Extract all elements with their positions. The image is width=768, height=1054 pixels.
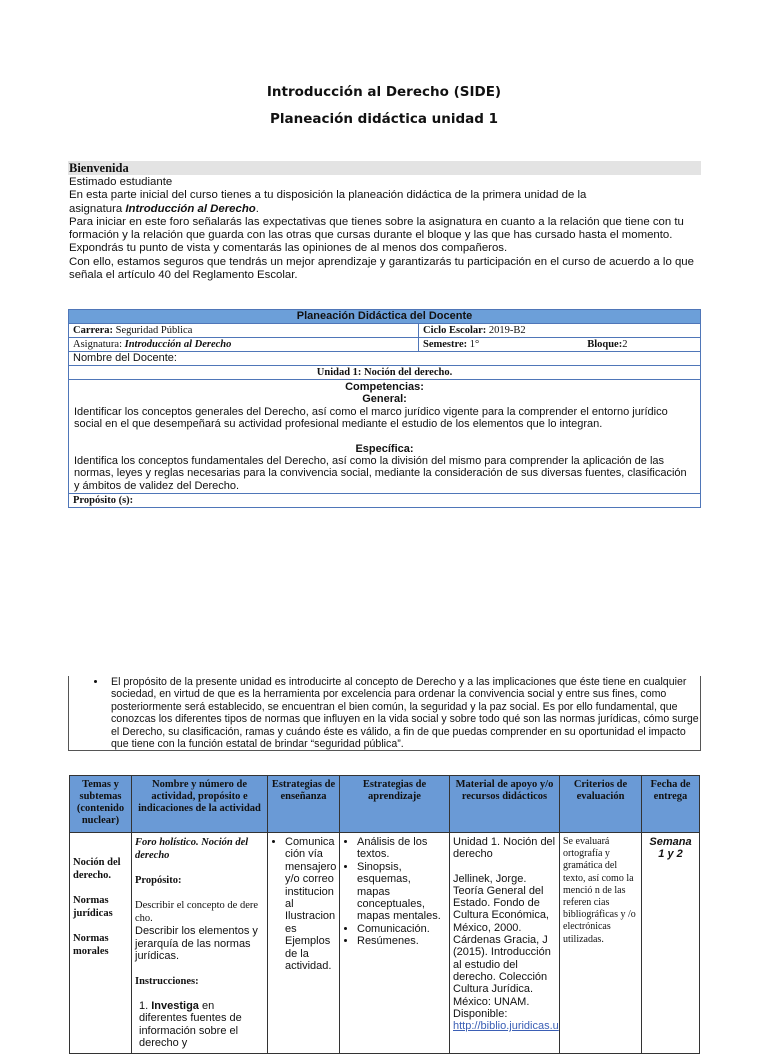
header-criterios: Criterios de evaluación [560, 776, 642, 833]
aprendizaje-item: • Análisis de los textos. [357, 836, 446, 861]
welcome-text [69, 176, 709, 282]
actividad-cell [132, 833, 268, 1054]
header-material: Material de apoyo y/o recursos didácticos [450, 776, 560, 833]
header-temas: Temas y subtemas (contenido nuclear) [70, 776, 132, 833]
ensenanza-cell [268, 833, 340, 1054]
aprendizaje-item: • Sinopsis, esquemas, mapas conceptuales, mapas mentales. [357, 861, 446, 923]
planeacion-table [68, 309, 701, 508]
header-aprendizaje: Estrategias de aprendizaje [340, 776, 450, 833]
especifica-text: Identifica los conceptos fundamentales del Derecho, así como la división del mismo para comprender la aplicación de las normas, leyes y reglas necesarias para la convivencia social, mediante la consideración de sus diversas fuentes, clasificación y ámbitos de validez del Derecho. [74, 455, 687, 492]
subject-name: Introducción al Derecho [125, 202, 256, 215]
competencias-cell [69, 380, 701, 494]
activities-table [69, 775, 700, 1054]
proposito-cell: Propósito (s): [69, 494, 701, 508]
welcome-heading-bar [68, 161, 701, 175]
tema-item: Normas morales [73, 933, 109, 957]
instruction-item: 1. Investiga en diferentes fuentes de información sobre el derecho y [139, 999, 242, 1049]
activity-title: Foro holístico. Noción del derecho [135, 837, 249, 861]
purpose-box [68, 676, 701, 751]
proposito-label: Propósito: [135, 875, 182, 886]
aprendizaje-item: • Resúmenes. [357, 935, 446, 947]
semestre-bloque-cell: Semestre: 1° Bloque:2 [419, 338, 701, 352]
tema-item: Noción del derecho. [73, 857, 121, 881]
material-item: Cárdenas Gracia, J (2015). Introducción al estudio del derecho. Colección Cultura Jurídica. México: UNAM. Disponible: [453, 934, 551, 1020]
docente-cell: Nombre del Docente: [69, 352, 701, 366]
material-item: Jellinek, Jorge. Teoría General del Estado. Fondo de Cultura Económica, México, 2000. [453, 872, 549, 934]
competencias-heading: Competencias: [345, 381, 424, 393]
fecha-cell: Semana 1 y 2 [642, 833, 700, 1054]
instrucciones-label: Instrucciones: [135, 975, 199, 987]
welcome-paragraph-2: Para iniciar en este foro señalarás las expectativas que tienes sobre la asignatura en cuanto a la relación que tiene con tu formación y la relación que guarda con las otras que cursas durante el bloque y las que has cursado hasta el momento. Expondrás tu punto de vista y comentarás las opiniones de al menos dos compañeros. [69, 215, 684, 255]
welcome-paragraph-3: Con ello, estamos seguros que tendrás un mejor aprendizaje y garantizarás tu participación en el curso de acuerdo a lo que señala el artículo 40 del Reglamento Escolar. [69, 255, 694, 282]
ensenanza-item: • Comunica ción vía mensajero y/o correo institucion al Ilustracion es Ejemplos de la actividad. [285, 836, 336, 972]
proposito-item: Describir los elementos y jerarquía de las normas jurídicas. [135, 925, 258, 962]
temas-cell [70, 833, 132, 1054]
header-ensenanza: Estrategias de enseñanza [268, 776, 340, 833]
ciclo-cell: Ciclo Escolar: 2019-B2 [419, 324, 701, 338]
document-subtitle: Planeación didáctica unidad 1 [269, 111, 499, 127]
general-text: Identificar los conceptos generales del Derecho, así como el marco jurídico vigente para la comprender el entorno jurídico social en el que desempeñará su actividad profesional mediante el estudio de los elementos que lo integran. [74, 405, 668, 431]
header-actividad: Nombre y número de actividad, propósito e indicaciones de la actividad [132, 776, 268, 833]
asignatura-cell: Asignatura: Introducción al Derecho [69, 338, 419, 352]
criterios-cell: Se evaluará ortografía y gramática del texto, así como la menció n de las referen cias bibliográficas y /o electrónicas utilizadas. [560, 833, 642, 1054]
material-cell [450, 833, 560, 1054]
welcome-paragraph-1: En esta parte inicial del curso tienes a tu disposición la planeación didáctica de la primera unidad de la asignatura Introducción al Derecho. [69, 189, 587, 215]
aprendizaje-cell [340, 833, 450, 1054]
document-title: Introducción al Derecho (SIDE) [266, 84, 502, 100]
material-link[interactable]: http://biblio.juridicas.u [453, 1020, 559, 1033]
planeacion-header: Planeación Didáctica del Docente [69, 310, 701, 324]
general-heading: General: [362, 393, 407, 406]
especifica-heading: Específica: [355, 442, 414, 455]
welcome-heading: Bienvenida [69, 161, 129, 175]
welcome-greeting: Estimado estudiante [69, 176, 173, 188]
purpose-text: • El propósito de la presente unidad es introducirte al concepto de Derecho y a las implicaciones que éste tiene en cualquier sociedad, en virtud de que es la herramienta por excelencia para ordenar la convivencia social y entre sus fines, como posteriormente será establecido, se encuentran el bien común, la seguridad y la paz social. Es por ello fundamental, que conozcas los diferentes tipos de normas que influyen en la vida social y sobre todo qué son las normas jurídicas, cómo surge el Derecho, su clasificación, ramas y cuándo éste es válido, a fin de que puedas comprender en su oportunidad el impacto que tiene con la función estatal de brindar “seguridad pública”. [107, 676, 700, 750]
unidad-cell: Unidad 1: Noción del derecho. [69, 366, 701, 380]
proposito-item: Describir el concepto de dere cho. [135, 900, 259, 924]
aprendizaje-item: • Comunicación. [357, 923, 446, 935]
tema-item: Normas jurídicas [73, 895, 113, 919]
material-item: Unidad 1. Noción del derecho [453, 836, 556, 861]
carrera-cell: Carrera: Seguridad Pública [69, 324, 419, 338]
header-fecha: Fecha de entrega [642, 776, 700, 833]
